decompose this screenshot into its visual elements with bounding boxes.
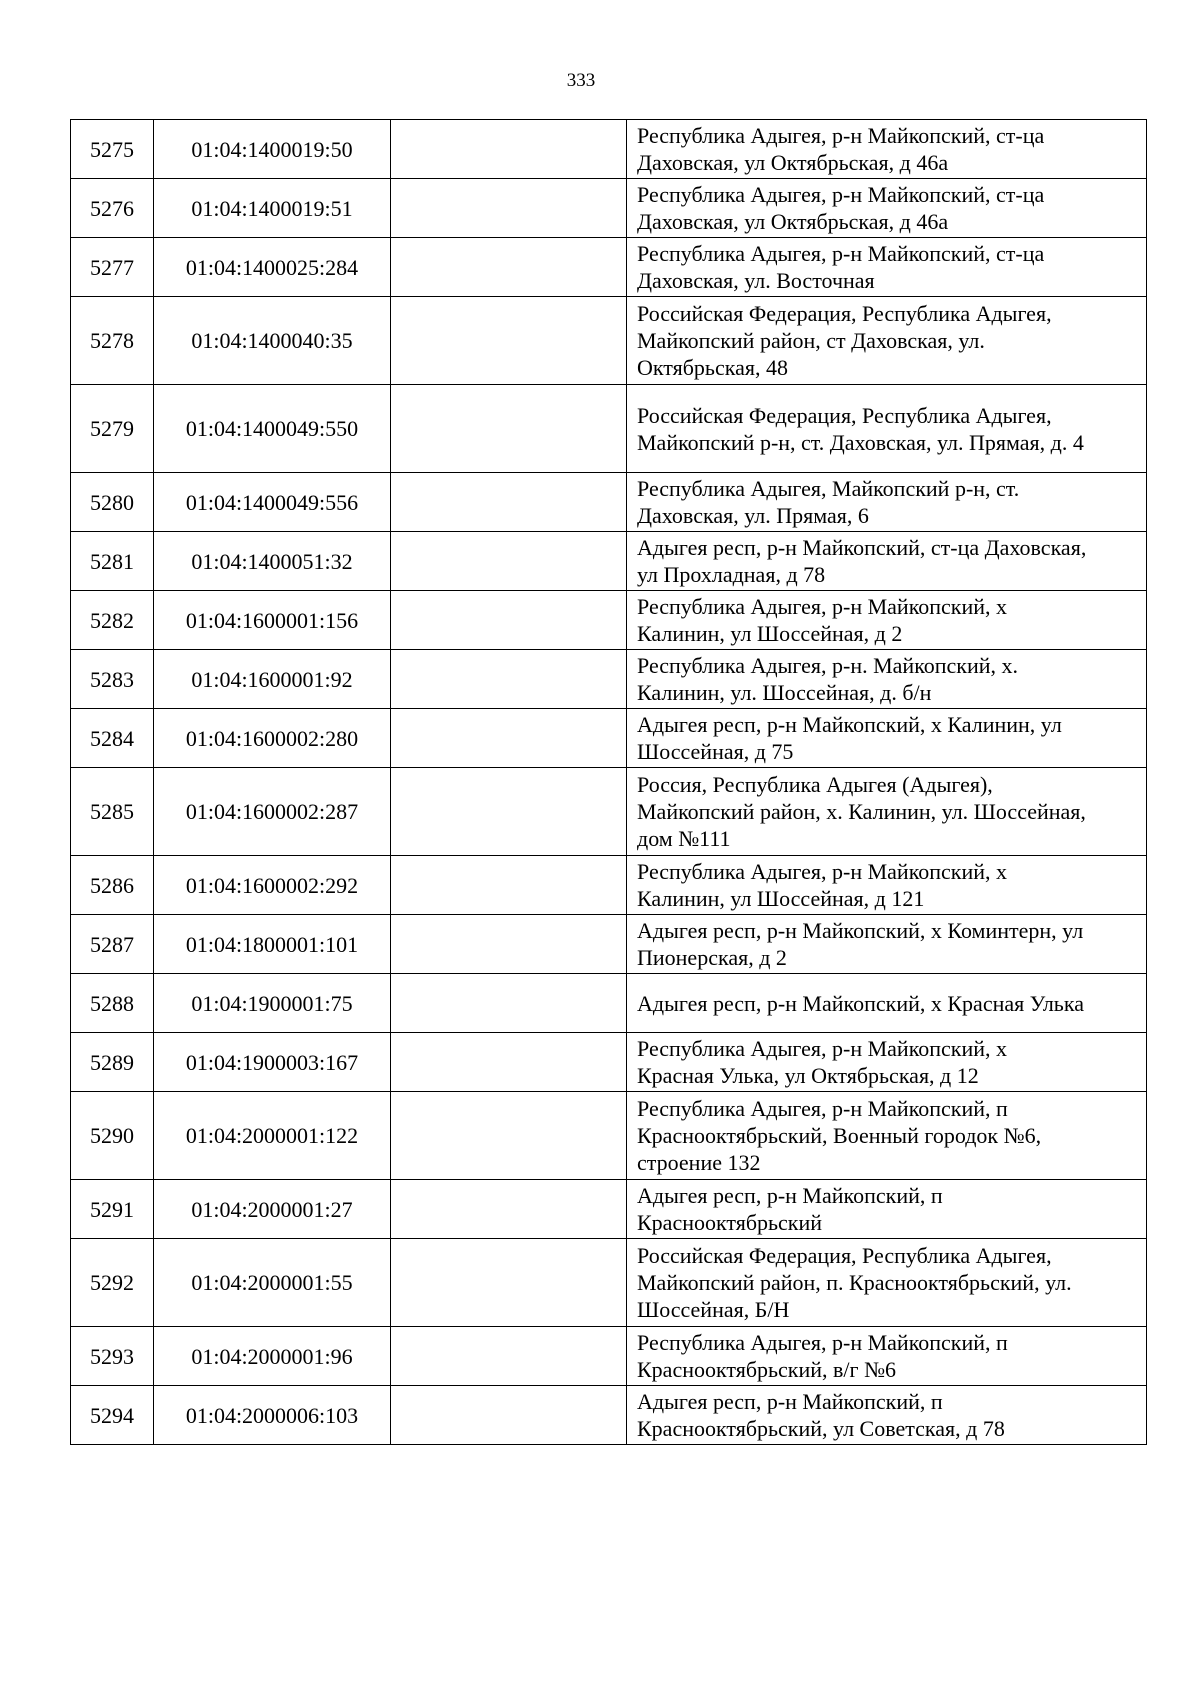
table-row [71,473,1147,532]
table-row [71,238,1147,297]
row-number-cell: 5277 [71,238,154,297]
registry-table-body [71,120,1147,1445]
cadastral-number-cell: 01:04:1900003:167 [154,1033,391,1092]
address-cell: Республика Адыгея, р-н Майкопский, ст-ца Даховская, ул. Восточная [627,238,1147,297]
cadastral-number-cell: 01:04:1400049:550 [154,385,391,473]
table-row [71,179,1147,238]
address-cell: Адыгея респ, р-н Майкопский, ст-ца Даховская, ул Прохладная, д 78 [627,532,1147,591]
empty-cell [391,473,627,532]
cadastral-number-cell: 01:04:1400019:50 [154,120,391,179]
cadastral-number-cell: 01:04:1600002:292 [154,856,391,915]
row-number-cell: 5280 [71,473,154,532]
cadastral-number-cell: 01:04:1400040:35 [154,297,391,385]
empty-cell [391,1386,627,1445]
address-cell: Республика Адыгея, р-н. Майкопский, х. Калинин, ул. Шоссейная, д. б/н [627,650,1147,709]
cadastral-number-cell: 01:04:1600002:287 [154,768,391,856]
address-cell: Республика Адыгея, р-н Майкопский, п Краснооктябрьский, Военный городок №6, строение 132 [627,1092,1147,1180]
table-row [71,1180,1147,1239]
cadastral-number-cell: 01:04:2000001:55 [154,1239,391,1327]
empty-cell [391,1239,627,1327]
row-number-cell: 5290 [71,1092,154,1180]
row-number-cell: 5276 [71,179,154,238]
address-cell: Российская Федерация, Республика Адыгея, Майкопский район, п. Краснооктябрьский, ул. Шоссейная, Б/Н [627,1239,1147,1327]
registry-table [70,119,1147,1445]
table-row [71,1386,1147,1445]
row-number-cell: 5283 [71,650,154,709]
empty-cell [391,1180,627,1239]
empty-cell [391,532,627,591]
table-row [71,856,1147,915]
address-cell: Адыгея респ, р-н Майкопский, п Краснооктябрьский [627,1180,1147,1239]
page-number: 333 [566,70,596,91]
table-row [71,1092,1147,1180]
table-row [71,120,1147,179]
row-number-cell: 5279 [71,385,154,473]
empty-cell [391,238,627,297]
row-number-cell: 5289 [71,1033,154,1092]
address-cell: Республика Адыгея, р-н Майкопский, п Краснооктябрьский, в/г №6 [627,1327,1147,1386]
empty-cell [391,1033,627,1092]
empty-cell [391,856,627,915]
table-row [71,532,1147,591]
empty-cell [391,768,627,856]
empty-cell [391,1092,627,1180]
address-cell: Республика Адыгея, Майкопский р-н, ст. Даховская, ул. Прямая, 6 [627,473,1147,532]
empty-cell [391,297,627,385]
cadastral-number-cell: 01:04:1600001:92 [154,650,391,709]
empty-cell [391,650,627,709]
address-cell: Россия, Республика Адыгея (Адыгея), Майкопский район, х. Калинин, ул. Шоссейная, дом №111 [627,768,1147,856]
cadastral-number-cell: 01:04:2000001:96 [154,1327,391,1386]
cadastral-number-cell: 01:04:1600001:156 [154,591,391,650]
address-cell: Республика Адыгея, р-н Майкопский, ст-ца Даховская, ул Октябрьская, д 46а [627,120,1147,179]
row-number-cell: 5292 [71,1239,154,1327]
cadastral-number-cell: 01:04:1400049:556 [154,473,391,532]
address-cell: Адыгея респ, р-н Майкопский, х Калинин, ул Шоссейная, д 75 [627,709,1147,768]
table-row [71,591,1147,650]
cadastral-number-cell: 01:04:2000006:103 [154,1386,391,1445]
row-number-cell: 5294 [71,1386,154,1445]
address-cell: Российская Федерация, Республика Адыгея, Майкопский район, ст Даховская, ул. Октябрьская, 48 [627,297,1147,385]
address-cell: Адыгея респ, р-н Майкопский, х Коминтерн, ул Пионерская, д 2 [627,915,1147,974]
row-number-cell: 5293 [71,1327,154,1386]
address-cell: Адыгея респ, р-н Майкопский, х Красная Улька [627,974,1147,1033]
empty-cell [391,385,627,473]
empty-cell [391,591,627,650]
table-row [71,768,1147,856]
address-cell: Российская Федерация, Республика Адыгея, Майкопский р-н, ст. Даховская, ул. Прямая, д. 4 [627,385,1147,473]
cadastral-number-cell: 01:04:1400025:284 [154,238,391,297]
row-number-cell: 5288 [71,974,154,1033]
row-number-cell: 5287 [71,915,154,974]
empty-cell [391,974,627,1033]
address-cell: Республика Адыгея, р-н Майкопский, х Калинин, ул Шоссейная, д 2 [627,591,1147,650]
address-cell: Республика Адыгея, р-н Майкопский, х Красная Улька, ул Октябрьская, д 12 [627,1033,1147,1092]
table-row [71,1327,1147,1386]
empty-cell [391,1327,627,1386]
cadastral-number-cell: 01:04:1800001:101 [154,915,391,974]
address-cell: Республика Адыгея, р-н Майкопский, х Калинин, ул Шоссейная, д 121 [627,856,1147,915]
cadastral-number-cell: 01:04:1600002:280 [154,709,391,768]
table-row [71,915,1147,974]
row-number-cell: 5285 [71,768,154,856]
cadastral-number-cell: 01:04:2000001:27 [154,1180,391,1239]
row-number-cell: 5286 [71,856,154,915]
row-number-cell: 5284 [71,709,154,768]
cadastral-number-cell: 01:04:1400019:51 [154,179,391,238]
table-row [71,385,1147,473]
cadastral-number-cell: 01:04:1400051:32 [154,532,391,591]
table-row [71,1239,1147,1327]
row-number-cell: 5275 [71,120,154,179]
address-cell: Адыгея респ, р-н Майкопский, п Краснооктябрьский, ул Советская, д 78 [627,1386,1147,1445]
table-row [71,297,1147,385]
table-row [71,650,1147,709]
row-number-cell: 5278 [71,297,154,385]
empty-cell [391,915,627,974]
empty-cell [391,120,627,179]
row-number-cell: 5291 [71,1180,154,1239]
table-row [71,974,1147,1033]
empty-cell [391,709,627,768]
address-cell: Республика Адыгея, р-н Майкопский, ст-ца Даховская, ул Октябрьская, д 46а [627,179,1147,238]
cadastral-number-cell: 01:04:1900001:75 [154,974,391,1033]
row-number-cell: 5281 [71,532,154,591]
empty-cell [391,179,627,238]
table-row [71,709,1147,768]
table-row [71,1033,1147,1092]
row-number-cell: 5282 [71,591,154,650]
cadastral-number-cell: 01:04:2000001:122 [154,1092,391,1180]
